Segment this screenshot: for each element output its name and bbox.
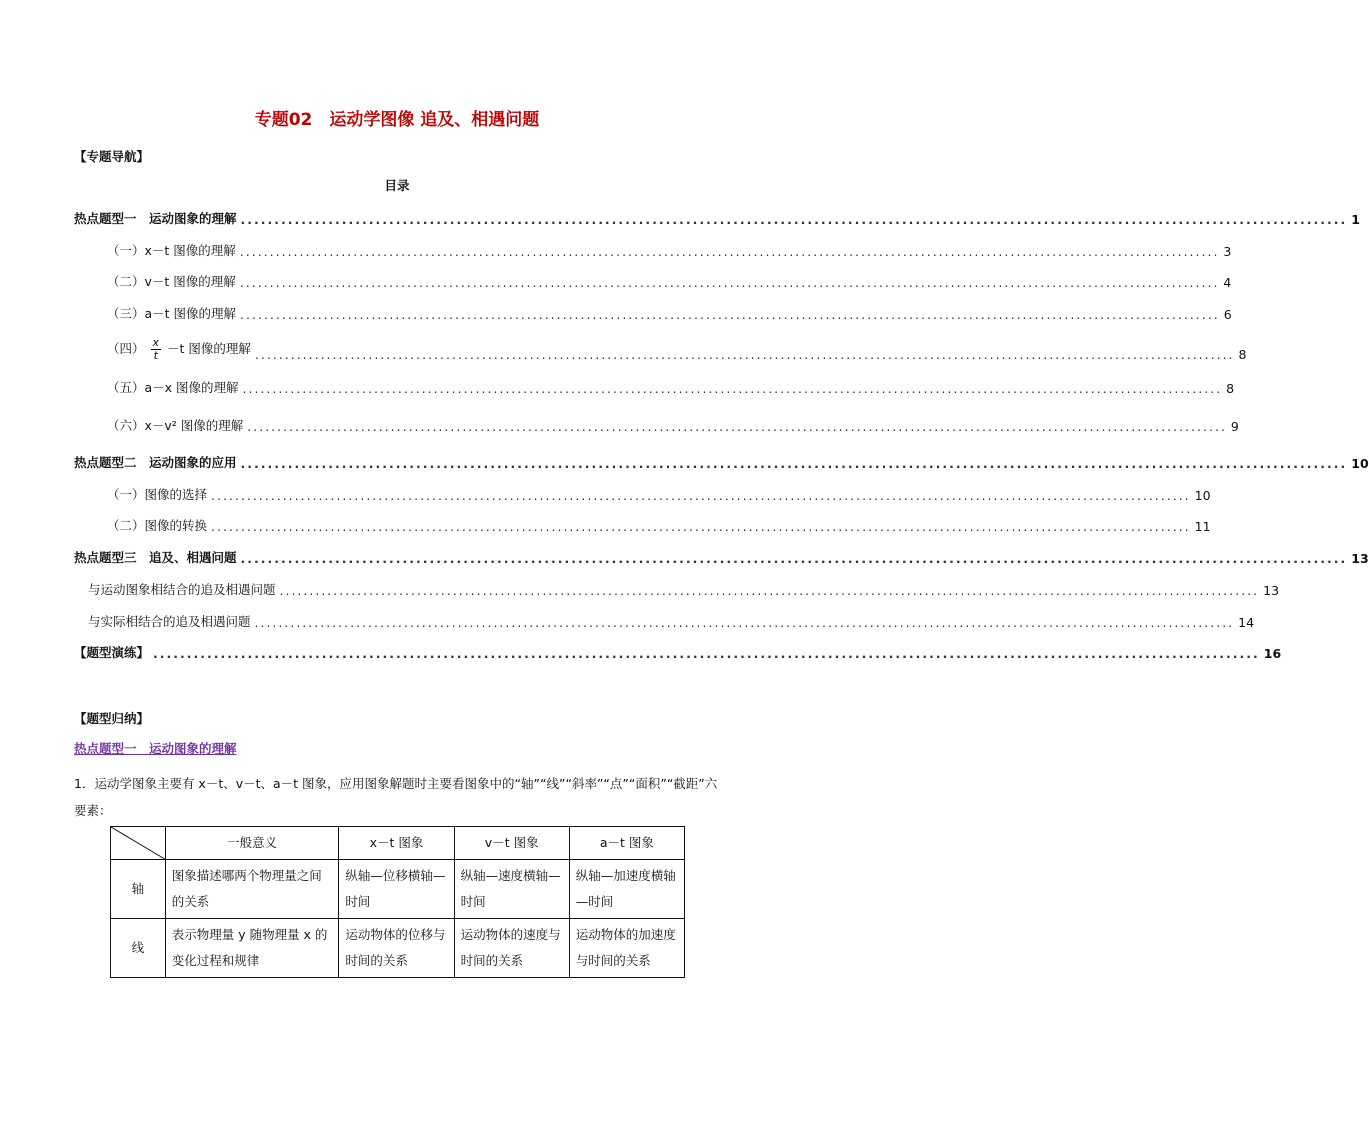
toc-page: 3 xyxy=(1223,244,1232,259)
toc-page: 9 xyxy=(1230,419,1239,434)
toc-label: 热点题型二 运动图象的应用 xyxy=(74,455,237,470)
toc-label: （一）x－t 图像的理解 xyxy=(107,243,236,258)
toc-label: （二）v－t 图像的理解 xyxy=(107,274,236,289)
toc-label: （五）a－x 图像的理解 xyxy=(107,380,239,395)
toc-label: （一）图像的选择 xyxy=(107,487,208,502)
table-header: x－t 图象 xyxy=(339,827,454,860)
toc-leader: .................................................................................................................................................................... xyxy=(240,456,1348,471)
toc-entry[interactable] xyxy=(107,483,1211,503)
toc-leader: .................................................................................................................................................................... xyxy=(240,212,1348,227)
toc-page: 14 xyxy=(1238,615,1255,630)
table-header: 一般意义 xyxy=(165,827,339,860)
toc-entry[interactable] xyxy=(107,514,1211,534)
toc-page: 1 xyxy=(1351,212,1360,227)
toc-entry[interactable] xyxy=(74,546,1369,566)
table-row xyxy=(111,919,685,978)
table-cell: 图象描述哪两个物理量之间的关系 xyxy=(165,860,339,919)
toc-leader: .................................................................................................................................................................... xyxy=(211,519,1191,534)
toc-page: 8 xyxy=(1226,381,1235,396)
toc-label: （六）x－v² 图像的理解 xyxy=(107,418,244,433)
table-cell: 纵轴—速度横轴—时间 xyxy=(454,860,569,919)
toc-label: 与运动图象相结合的追及相遇问题 xyxy=(88,582,276,597)
table-row-label: 轴 xyxy=(111,860,166,919)
toc-leader: .................................................................................................................................................................... xyxy=(211,488,1191,503)
toc-leader: .................................................................................................................................................................... xyxy=(279,583,1260,598)
toc-leader: .................................................................................................................................................................... xyxy=(239,275,1220,290)
toc-label: （三）a－t 图像的理解 xyxy=(107,306,237,321)
toc-entry[interactable] xyxy=(107,302,1232,322)
toc-page: 11 xyxy=(1194,519,1211,534)
toc-entry[interactable] xyxy=(74,451,1369,471)
toc-label: 与实际相结合的追及相遇问题 xyxy=(88,614,251,629)
fraction-numerator: x xyxy=(152,336,160,349)
toc-label: 热点题型三 追及、相遇问题 xyxy=(74,550,237,565)
toc-entry[interactable] xyxy=(74,641,1282,661)
toc-entry[interactable] xyxy=(107,414,1239,434)
toc-entry[interactable] xyxy=(74,207,1360,227)
table-header: a－t 图象 xyxy=(569,827,684,860)
toc-page: 10 xyxy=(1351,456,1369,471)
fraction xyxy=(151,337,162,362)
toc-label: 热点题型一 运动图象的理解 xyxy=(74,211,237,226)
table-cell: 运动物体的位移与时间的关系 xyxy=(339,919,454,978)
elements-table xyxy=(110,826,685,978)
table-cell: 运动物体的加速度与时间的关系 xyxy=(569,919,684,978)
toc-entry[interactable] xyxy=(107,239,1232,259)
table-row xyxy=(111,860,685,919)
toc-page: 10 xyxy=(1194,488,1211,503)
nav-tag: 【专题导航】 xyxy=(74,149,150,164)
toc-page: 16 xyxy=(1263,646,1282,661)
fraction-denominator: t xyxy=(153,349,158,362)
intro-paragraph: 1．运动学图象主要有 x－t、v－t、a－t 图象，应用图象解题时主要看图象中的“轴”“线”“斜率”“点”“面积”“截距”六要素： xyxy=(74,776,718,818)
section-heading[interactable]: 热点题型一 运动图象的理解 xyxy=(74,741,237,756)
table-corner-cell xyxy=(111,827,166,860)
document-title: 专题02 运动学图像 追及、相遇问题 xyxy=(254,110,540,130)
toc-page: 13 xyxy=(1263,583,1280,598)
toc-page: 13 xyxy=(1351,551,1369,566)
toc-leader: .................................................................................................................................................................... xyxy=(240,307,1220,322)
summary-tag: 【题型归纳】 xyxy=(74,711,150,726)
toc-label: （二）图像的转换 xyxy=(107,518,208,533)
toc-leader: .................................................................................................................................................................... xyxy=(242,381,1223,396)
toc-label-suffix: －t 图像的理解 xyxy=(167,341,251,356)
table-cell: 运动物体的速度与时间的关系 xyxy=(454,919,569,978)
toc-leader: .................................................................................................................................................................... xyxy=(240,551,1348,566)
toc-entry[interactable] xyxy=(88,578,1280,598)
toc-entry[interactable] xyxy=(107,376,1235,396)
table-header: v－t 图象 xyxy=(454,827,569,860)
toc-entry[interactable] xyxy=(88,610,1255,630)
toc-leader: .................................................................................................................................................................... xyxy=(239,244,1220,259)
toc-label xyxy=(107,337,251,362)
toc-entry[interactable] xyxy=(107,270,1232,290)
table-cell: 纵轴—加速度横轴—时间 xyxy=(569,860,684,919)
diagonal-line-icon xyxy=(111,827,165,859)
toc-page: 8 xyxy=(1238,347,1247,362)
table-header-row xyxy=(111,827,685,860)
toc-leader: .................................................................................................................................................................... xyxy=(254,615,1235,630)
toc-page: 6 xyxy=(1223,307,1232,322)
table-row-label: 线 xyxy=(111,919,166,978)
toc-leader: .................................................................................................................................................................... xyxy=(254,347,1235,362)
table-cell: 纵轴—位移横轴—时间 xyxy=(339,860,454,919)
table-cell: 表示物理量 y 随物理量 x 的变化过程和规律 xyxy=(165,919,339,978)
toc-leader: .................................................................................................................................................................... xyxy=(153,646,1260,661)
toc-page: 4 xyxy=(1223,275,1232,290)
toc-entry[interactable] xyxy=(107,334,1247,362)
toc-label-prefix: （四） xyxy=(107,341,145,356)
toc-label: 【题型演练】 xyxy=(74,645,150,660)
toc-leader: .................................................................................................................................................................... xyxy=(247,419,1227,434)
toc-heading: 目录 xyxy=(384,178,410,193)
